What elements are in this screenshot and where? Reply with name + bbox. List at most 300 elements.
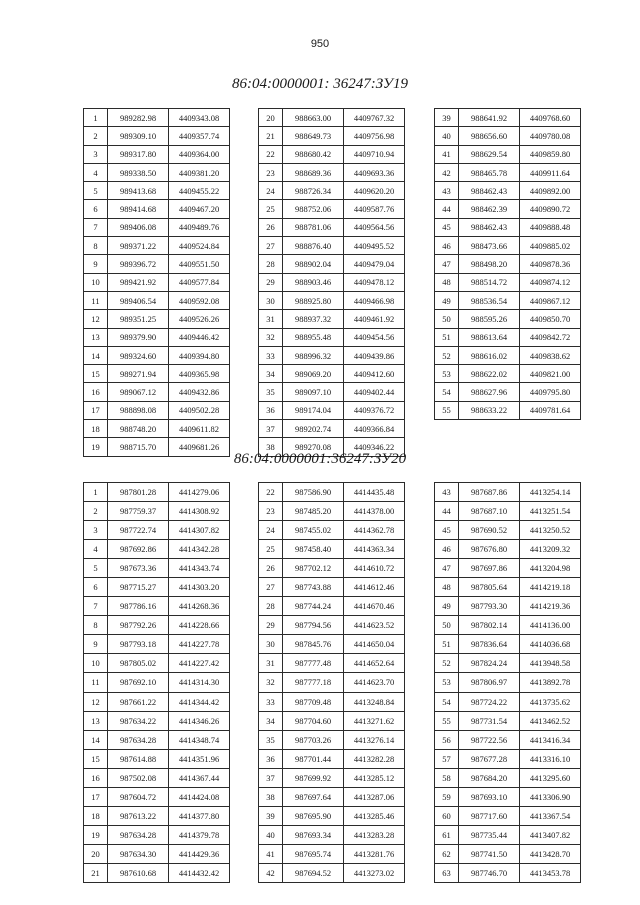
y-coordinate-cell: 4409885.02	[520, 237, 581, 255]
y-coordinate-cell: 4413416.34	[520, 730, 581, 749]
table-row	[259, 383, 405, 401]
y-coordinate-cell: 4409611.82	[169, 420, 230, 438]
y-coordinate-cell: 4414344.42	[169, 692, 230, 711]
y-coordinate-cell: 4414650.04	[344, 635, 405, 654]
point-number-cell: 35	[259, 730, 283, 749]
point-number-cell: 23	[259, 502, 283, 521]
x-coordinate-cell: 988748.20	[108, 420, 169, 438]
point-number-cell: 29	[259, 616, 283, 635]
y-coordinate-cell: 4409821.00	[520, 365, 581, 383]
y-coordinate-cell: 4414652.64	[344, 654, 405, 673]
point-number-cell: 54	[435, 692, 459, 711]
table-row	[259, 654, 405, 673]
table-row	[84, 692, 230, 711]
table-row	[435, 145, 581, 163]
x-coordinate-cell: 987741.50	[459, 844, 520, 863]
x-coordinate-cell: 987824.24	[459, 654, 520, 673]
point-number-cell: 48	[435, 273, 459, 291]
coords-table-zu19-part1	[83, 108, 230, 457]
x-coordinate-cell: 988726.34	[283, 182, 344, 200]
table-row	[435, 844, 581, 863]
x-coordinate-cell: 988649.73	[283, 127, 344, 145]
table-row	[259, 255, 405, 273]
x-coordinate-cell: 989406.08	[108, 218, 169, 236]
y-coordinate-cell: 4413204.98	[520, 559, 581, 578]
x-coordinate-cell: 987604.72	[108, 787, 169, 806]
x-coordinate-cell: 989271.94	[108, 365, 169, 383]
point-number-cell: 17	[84, 401, 108, 419]
x-coordinate-cell: 989309.10	[108, 127, 169, 145]
y-coordinate-cell: 4409781.64	[520, 401, 581, 419]
table-row	[435, 383, 581, 401]
point-number-cell: 1	[84, 109, 108, 127]
point-number-cell: 47	[435, 559, 459, 578]
x-coordinate-cell: 987695.74	[283, 844, 344, 863]
y-coordinate-cell: 4414268.36	[169, 597, 230, 616]
table-row	[259, 787, 405, 806]
table-row	[84, 145, 230, 163]
x-coordinate-cell: 987777.48	[283, 654, 344, 673]
y-coordinate-cell: 4409859.80	[520, 145, 581, 163]
y-coordinate-cell: 4409478.12	[344, 273, 405, 291]
x-coordinate-cell: 987610.68	[108, 863, 169, 882]
point-number-cell: 18	[84, 806, 108, 825]
x-coordinate-cell: 988781.06	[283, 218, 344, 236]
y-coordinate-cell: 4409366.84	[344, 420, 405, 438]
y-coordinate-cell: 4409365.98	[169, 365, 230, 383]
x-coordinate-cell: 987485.20	[283, 502, 344, 521]
point-number-cell: 38	[259, 787, 283, 806]
x-coordinate-cell: 987792.26	[108, 616, 169, 635]
coords-table-zu19-part2	[258, 108, 405, 457]
table-row	[435, 654, 581, 673]
x-coordinate-cell: 987458.40	[283, 540, 344, 559]
x-coordinate-cell: 989097.10	[283, 383, 344, 401]
x-coordinate-cell: 987759.37	[108, 502, 169, 521]
x-coordinate-cell: 989421.92	[108, 273, 169, 291]
y-coordinate-cell: 4414219.36	[520, 597, 581, 616]
table-row	[435, 863, 581, 882]
table-row	[259, 310, 405, 328]
x-coordinate-cell: 989371.22	[108, 237, 169, 255]
table-row	[259, 806, 405, 825]
x-coordinate-cell: 987614.88	[108, 749, 169, 768]
y-coordinate-cell: 4414612.46	[344, 578, 405, 597]
point-number-cell: 37	[259, 420, 283, 438]
point-number-cell: 50	[435, 616, 459, 635]
x-coordinate-cell: 989414.68	[108, 200, 169, 218]
y-coordinate-cell: 4409343.08	[169, 109, 230, 127]
table-row	[259, 768, 405, 787]
y-coordinate-cell: 4414228.66	[169, 616, 230, 635]
table-row	[84, 673, 230, 692]
x-coordinate-cell: 987777.18	[283, 673, 344, 692]
table-row	[435, 255, 581, 273]
y-coordinate-cell: 4414377.80	[169, 806, 230, 825]
table-row	[259, 273, 405, 291]
point-number-cell: 62	[435, 844, 459, 863]
y-coordinate-cell: 4409446.42	[169, 328, 230, 346]
table-row	[84, 578, 230, 597]
coords-table-zu20-part1	[83, 482, 230, 883]
point-number-cell: 35	[259, 383, 283, 401]
table-row	[259, 145, 405, 163]
table-row	[259, 559, 405, 578]
point-number-cell: 50	[435, 310, 459, 328]
x-coordinate-cell: 989406.54	[108, 291, 169, 309]
x-coordinate-cell: 987702.12	[283, 559, 344, 578]
point-number-cell: 47	[435, 255, 459, 273]
point-number-cell: 39	[435, 109, 459, 127]
x-coordinate-cell: 987744.24	[283, 597, 344, 616]
point-number-cell: 31	[259, 654, 283, 673]
table-row	[259, 711, 405, 730]
point-number-cell: 32	[259, 673, 283, 692]
x-coordinate-cell: 988514.72	[459, 273, 520, 291]
point-number-cell: 6	[84, 578, 108, 597]
x-coordinate-cell: 987731.54	[459, 711, 520, 730]
y-coordinate-cell: 4409587.76	[344, 200, 405, 218]
table-row	[435, 616, 581, 635]
point-number-cell: 54	[435, 383, 459, 401]
point-number-cell: 24	[259, 521, 283, 540]
x-coordinate-cell: 987722.74	[108, 521, 169, 540]
y-coordinate-cell: 4414219.18	[520, 578, 581, 597]
y-coordinate-cell: 4413407.82	[520, 825, 581, 844]
table-row	[259, 844, 405, 863]
coords-table-zu20-part3	[434, 482, 581, 883]
table-row	[435, 540, 581, 559]
x-coordinate-cell: 988616.02	[459, 346, 520, 364]
point-number-cell: 11	[84, 673, 108, 692]
x-coordinate-cell: 987735.44	[459, 825, 520, 844]
y-coordinate-cell: 4413281.76	[344, 844, 405, 863]
y-coordinate-cell: 4409681.26	[169, 438, 230, 456]
coords-table-zu20-part2	[258, 482, 405, 883]
table-row	[84, 401, 230, 419]
y-coordinate-cell: 4414308.92	[169, 502, 230, 521]
y-coordinate-cell: 4413209.32	[520, 540, 581, 559]
y-coordinate-cell: 4409768.60	[520, 109, 581, 127]
table-row	[435, 692, 581, 711]
point-number-cell: 58	[435, 768, 459, 787]
point-number-cell: 43	[435, 182, 459, 200]
y-coordinate-cell: 4414363.34	[344, 540, 405, 559]
table-row	[259, 616, 405, 635]
x-coordinate-cell: 987709.48	[283, 692, 344, 711]
table-row	[435, 218, 581, 236]
point-number-cell: 19	[84, 438, 108, 456]
table-row	[259, 502, 405, 521]
x-coordinate-cell: 987801.28	[108, 483, 169, 502]
table-row	[435, 711, 581, 730]
table-row	[435, 768, 581, 787]
x-coordinate-cell: 989413.68	[108, 182, 169, 200]
table-row	[435, 200, 581, 218]
table-row	[435, 483, 581, 502]
table-row	[435, 365, 581, 383]
table-row	[84, 635, 230, 654]
table-row	[84, 806, 230, 825]
x-coordinate-cell: 988498.20	[459, 255, 520, 273]
x-coordinate-cell: 988462.39	[459, 200, 520, 218]
table-row	[435, 521, 581, 540]
x-coordinate-cell: 988876.40	[283, 237, 344, 255]
y-coordinate-cell: 4409394.80	[169, 346, 230, 364]
table-row	[435, 109, 581, 127]
table-row	[84, 654, 230, 673]
point-number-cell: 53	[435, 365, 459, 383]
point-number-cell: 13	[84, 328, 108, 346]
x-coordinate-cell: 989202.74	[283, 420, 344, 438]
x-coordinate-cell: 987836.64	[459, 635, 520, 654]
y-coordinate-cell: 4409842.72	[520, 328, 581, 346]
y-coordinate-cell: 4409346.22	[344, 438, 405, 456]
y-coordinate-cell: 4414307.82	[169, 521, 230, 540]
table-row	[84, 200, 230, 218]
y-coordinate-cell: 4413295.60	[520, 768, 581, 787]
x-coordinate-cell: 988715.70	[108, 438, 169, 456]
y-coordinate-cell: 4409357.74	[169, 127, 230, 145]
y-coordinate-cell: 4409620.20	[344, 182, 405, 200]
x-coordinate-cell: 987684.20	[459, 768, 520, 787]
y-coordinate-cell: 4414623.52	[344, 616, 405, 635]
y-coordinate-cell: 4414303.20	[169, 578, 230, 597]
x-coordinate-cell: 987743.88	[283, 578, 344, 597]
x-coordinate-cell: 989282.98	[108, 109, 169, 127]
point-number-cell: 48	[435, 578, 459, 597]
table-row	[84, 109, 230, 127]
table-row	[259, 127, 405, 145]
point-number-cell: 56	[435, 730, 459, 749]
y-coordinate-cell: 4409455.22	[169, 182, 230, 200]
point-number-cell: 8	[84, 237, 108, 255]
point-number-cell: 52	[435, 346, 459, 364]
point-number-cell: 12	[84, 310, 108, 328]
table-row	[435, 825, 581, 844]
point-number-cell: 51	[435, 328, 459, 346]
table-row	[259, 521, 405, 540]
table-row	[435, 291, 581, 309]
point-number-cell: 23	[259, 163, 283, 181]
y-coordinate-cell: 4413462.52	[520, 711, 581, 730]
table-row	[84, 730, 230, 749]
x-coordinate-cell: 987634.22	[108, 711, 169, 730]
x-coordinate-cell: 989396.72	[108, 255, 169, 273]
point-number-cell: 52	[435, 654, 459, 673]
x-coordinate-cell: 989338.50	[108, 163, 169, 181]
x-coordinate-cell: 987613.22	[108, 806, 169, 825]
x-coordinate-cell: 987699.92	[283, 768, 344, 787]
point-number-cell: 57	[435, 749, 459, 768]
x-coordinate-cell: 987802.14	[459, 616, 520, 635]
table-row	[435, 182, 581, 200]
y-coordinate-cell: 4409479.04	[344, 255, 405, 273]
x-coordinate-cell: 987692.10	[108, 673, 169, 692]
y-coordinate-cell: 4413276.14	[344, 730, 405, 749]
point-number-cell: 44	[435, 200, 459, 218]
point-number-cell: 55	[435, 401, 459, 419]
y-coordinate-cell: 4413271.62	[344, 711, 405, 730]
y-coordinate-cell: 4409892.00	[520, 182, 581, 200]
x-coordinate-cell: 987717.60	[459, 806, 520, 825]
table-row	[84, 237, 230, 255]
y-coordinate-cell: 4413735.62	[520, 692, 581, 711]
x-coordinate-cell: 988663.00	[283, 109, 344, 127]
point-number-cell: 4	[84, 540, 108, 559]
x-coordinate-cell: 987694.52	[283, 863, 344, 882]
table-row	[84, 163, 230, 181]
point-number-cell: 8	[84, 616, 108, 635]
table-row	[435, 597, 581, 616]
x-coordinate-cell: 988613.64	[459, 328, 520, 346]
table-row	[84, 328, 230, 346]
x-coordinate-cell: 989324.60	[108, 346, 169, 364]
point-number-cell: 1	[84, 483, 108, 502]
x-coordinate-cell: 988629.54	[459, 145, 520, 163]
table-row	[435, 163, 581, 181]
table-row	[84, 768, 230, 787]
point-number-cell: 32	[259, 328, 283, 346]
x-coordinate-cell: 987661.22	[108, 692, 169, 711]
point-number-cell: 42	[259, 863, 283, 882]
x-coordinate-cell: 987695.90	[283, 806, 344, 825]
y-coordinate-cell: 4409376.72	[344, 401, 405, 419]
coords-table-zu19-part3	[434, 108, 581, 420]
table-row	[259, 109, 405, 127]
point-number-cell: 21	[259, 127, 283, 145]
y-coordinate-cell: 4413428.70	[520, 844, 581, 863]
y-coordinate-cell: 4414435.48	[344, 483, 405, 502]
point-number-cell: 61	[435, 825, 459, 844]
y-coordinate-cell: 4413273.02	[344, 863, 405, 882]
point-number-cell: 46	[435, 237, 459, 255]
x-coordinate-cell: 988641.92	[459, 109, 520, 127]
x-coordinate-cell: 988898.08	[108, 401, 169, 419]
x-coordinate-cell: 988465.78	[459, 163, 520, 181]
table-row	[435, 328, 581, 346]
x-coordinate-cell: 987676.80	[459, 540, 520, 559]
point-number-cell: 12	[84, 692, 108, 711]
y-coordinate-cell: 4409526.26	[169, 310, 230, 328]
point-number-cell: 7	[84, 218, 108, 236]
table-row	[435, 559, 581, 578]
y-coordinate-cell: 4409888.48	[520, 218, 581, 236]
x-coordinate-cell: 987677.28	[459, 749, 520, 768]
y-coordinate-cell: 4414432.42	[169, 863, 230, 882]
y-coordinate-cell: 4409564.56	[344, 218, 405, 236]
y-coordinate-cell: 4414367.44	[169, 768, 230, 787]
x-coordinate-cell: 987634.28	[108, 730, 169, 749]
x-coordinate-cell: 987703.26	[283, 730, 344, 749]
table-row	[259, 401, 405, 419]
table-row	[435, 787, 581, 806]
table-row	[259, 163, 405, 181]
y-coordinate-cell: 4414379.78	[169, 825, 230, 844]
x-coordinate-cell: 988536.54	[459, 291, 520, 309]
point-number-cell: 26	[259, 559, 283, 578]
y-coordinate-cell: 4414314.30	[169, 673, 230, 692]
point-number-cell: 40	[259, 825, 283, 844]
table-row	[435, 730, 581, 749]
point-number-cell: 55	[435, 711, 459, 730]
x-coordinate-cell: 988925.80	[283, 291, 344, 309]
y-coordinate-cell: 4413316.10	[520, 749, 581, 768]
y-coordinate-cell: 4414346.26	[169, 711, 230, 730]
x-coordinate-cell: 987845.76	[283, 635, 344, 654]
table-row	[84, 559, 230, 578]
y-coordinate-cell: 4409838.62	[520, 346, 581, 364]
y-coordinate-cell: 4409466.98	[344, 291, 405, 309]
point-number-cell: 22	[259, 483, 283, 502]
x-coordinate-cell: 988622.02	[459, 365, 520, 383]
table-row	[259, 182, 405, 200]
point-number-cell: 25	[259, 540, 283, 559]
point-number-cell: 6	[84, 200, 108, 218]
x-coordinate-cell: 987692.86	[108, 540, 169, 559]
point-number-cell: 38	[259, 438, 283, 456]
table-row	[435, 502, 581, 521]
table-row	[259, 863, 405, 882]
y-coordinate-cell: 4413306.90	[520, 787, 581, 806]
y-coordinate-cell: 4409364.00	[169, 145, 230, 163]
point-number-cell: 30	[259, 635, 283, 654]
point-number-cell: 9	[84, 255, 108, 273]
y-coordinate-cell: 4409577.84	[169, 273, 230, 291]
table-row	[84, 711, 230, 730]
point-number-cell: 3	[84, 145, 108, 163]
y-coordinate-cell: 4414378.00	[344, 502, 405, 521]
y-coordinate-cell: 4413254.14	[520, 483, 581, 502]
y-coordinate-cell: 4409911.64	[520, 163, 581, 181]
y-coordinate-cell: 4414362.78	[344, 521, 405, 540]
x-coordinate-cell: 987793.30	[459, 597, 520, 616]
y-coordinate-cell: 4409767.32	[344, 109, 405, 127]
x-coordinate-cell: 987634.28	[108, 825, 169, 844]
y-coordinate-cell: 4409551.50	[169, 255, 230, 273]
point-number-cell: 42	[435, 163, 459, 181]
table-row	[259, 218, 405, 236]
table-row	[259, 597, 405, 616]
y-coordinate-cell: 4409489.76	[169, 218, 230, 236]
point-number-cell: 3	[84, 521, 108, 540]
x-coordinate-cell: 987715.27	[108, 578, 169, 597]
y-coordinate-cell: 4409850.70	[520, 310, 581, 328]
x-coordinate-cell: 988633.22	[459, 401, 520, 419]
x-coordinate-cell: 987502.08	[108, 768, 169, 787]
x-coordinate-cell: 988689.36	[283, 163, 344, 181]
point-number-cell: 39	[259, 806, 283, 825]
table-row	[259, 730, 405, 749]
x-coordinate-cell: 988752.06	[283, 200, 344, 218]
y-coordinate-cell: 4414036.68	[520, 635, 581, 654]
x-coordinate-cell: 987693.34	[283, 825, 344, 844]
x-coordinate-cell: 987786.16	[108, 597, 169, 616]
point-number-cell: 5	[84, 559, 108, 578]
table-row	[435, 273, 581, 291]
x-coordinate-cell: 987805.64	[459, 578, 520, 597]
y-coordinate-cell: 4409795.80	[520, 383, 581, 401]
table-row	[84, 420, 230, 438]
table-row	[435, 127, 581, 145]
x-coordinate-cell: 989379.90	[108, 328, 169, 346]
point-number-cell: 14	[84, 730, 108, 749]
x-coordinate-cell: 988955.48	[283, 328, 344, 346]
point-number-cell: 33	[259, 692, 283, 711]
y-coordinate-cell: 4409878.36	[520, 255, 581, 273]
table-row	[259, 749, 405, 768]
y-coordinate-cell: 4409874.12	[520, 273, 581, 291]
